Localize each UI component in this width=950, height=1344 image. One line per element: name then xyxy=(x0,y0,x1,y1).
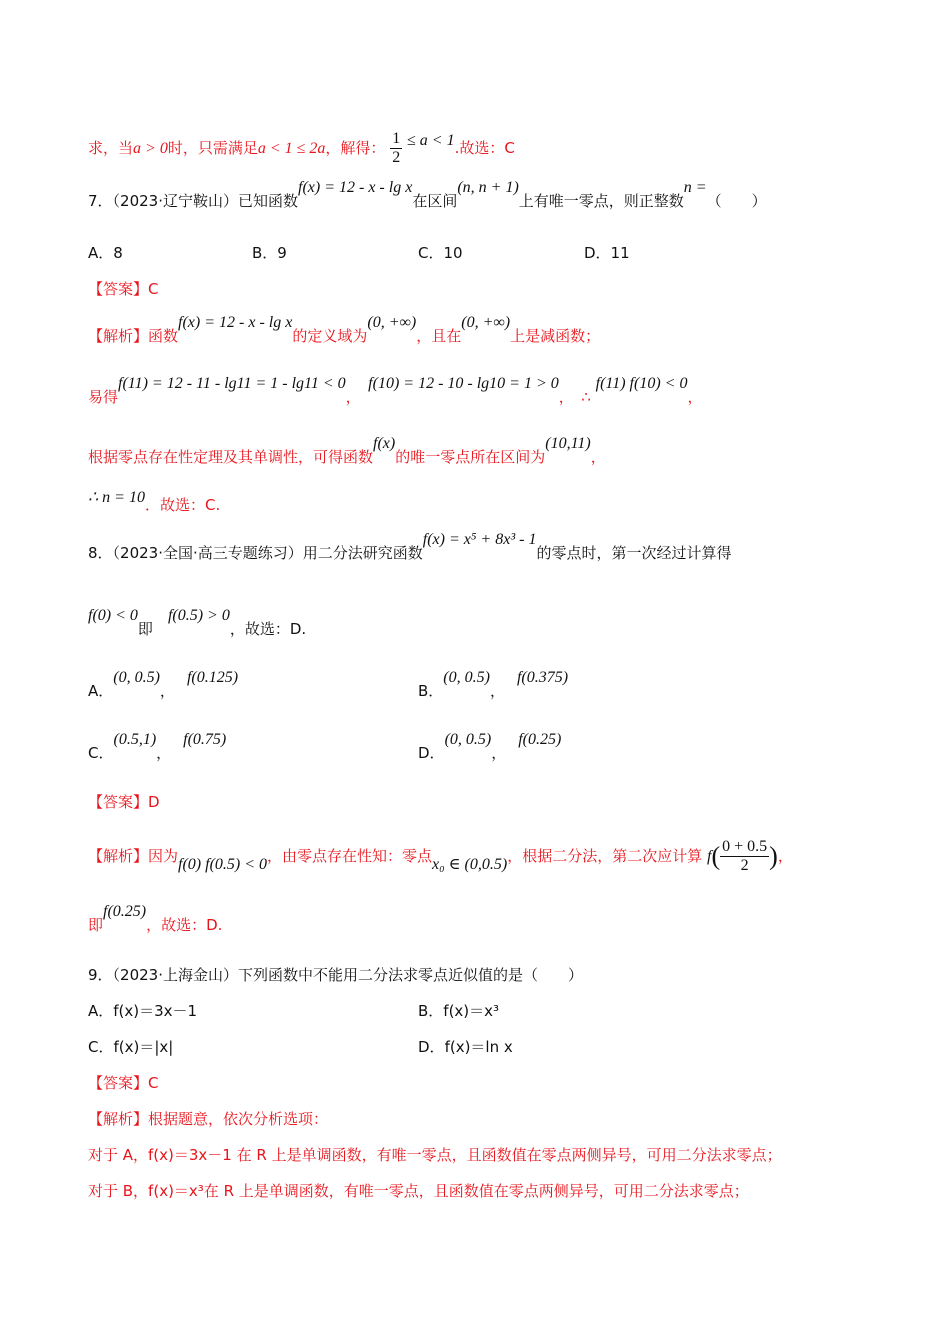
explanation-9-line1: 【解析】根据题意，依次分析选项： xyxy=(88,1110,329,1128)
math: n = xyxy=(683,179,707,196)
math: (n, n + 1) xyxy=(457,179,519,196)
math: a > 0 xyxy=(133,140,168,157)
option-d: D．(0, 0.5)，f(0.25) xyxy=(418,731,562,762)
question-7: 7．（2023·辽宁鞍山）已知函数f(x) = 12 - x - lg x在区间(n, n + 1)上有唯一零点，则正整数n =（ ） xyxy=(88,179,767,210)
fraction: $\frac{1}{2}$ xyxy=(392,130,401,166)
math: f(x) = 12 - x - lg x xyxy=(298,179,413,196)
question-8-line2: f(0) < 0即 f(0.5) > 0，故选：D. xyxy=(88,607,307,638)
option-d: D．11 xyxy=(584,244,630,262)
option-c: C．f(x)＝|x| xyxy=(88,1038,174,1056)
explanation-7-line2: 易得f(11) = 12 - 11 - lg11 = 1 - lg11 < 0， f(10) = 12 - 10 - lg10 = 1 > 0， ∴ f(11) f(10) < 0， xyxy=(88,375,703,406)
option-b: B．9 xyxy=(252,244,287,262)
option-b: B．(0, 0.5)，f(0.375) xyxy=(418,669,569,700)
option-a: A．f(x)＝3x－1 xyxy=(88,1002,198,1020)
text: 求，当 xyxy=(88,139,134,157)
math: f(x) = x⁵ + 8x³ - 1 xyxy=(422,531,537,548)
math: a < 1 ≤ 2a xyxy=(257,140,326,157)
question-9: 9．（2023·上海金山）下列函数中不能用二分法求零点近似值的是（ ） xyxy=(88,966,583,984)
explanation-8-line1: 【解析】因为f(0) f(0.5) < 0，由零点存在性知：零点x₀ ∈ (0,0.5)，根据二分法，第二次应计算 f( $\frac{0 + 0.5}{2}$ )， xyxy=(88,838,793,874)
math: ≤ a < 1 xyxy=(406,132,455,149)
option-a: A．(0, 0.5)，f(0.125) xyxy=(88,669,239,700)
explanation-7-line4: ∴ n = 10．故选：C. xyxy=(88,489,221,514)
fraction-expression: f( $\frac{0 + 0.5}{2}$ ) xyxy=(707,838,778,874)
option-c: C．10 xyxy=(418,244,463,262)
text: .故选：C xyxy=(454,139,515,157)
solution-line-top xyxy=(88,130,515,167)
answer-7: 【答案】C xyxy=(88,280,159,298)
explanation-7-line3: 根据零点存在性定理及其单调性，可得函数f(x)的唯一零点所在区间为(10,11)， xyxy=(88,435,606,466)
question-8: 8．（2023·全国·高三专题练习）用二分法研究函数f(x) = x⁵ + 8x³ - 1的零点时，第一次经过计算得 xyxy=(88,531,732,562)
explanation-8-line2: 即f(0.25)，故选：D. xyxy=(88,903,223,934)
answer-8: 【答案】D xyxy=(88,793,160,811)
explanation-9-line2: 对于 A，f(x)＝3x－1 在 R 上是单调函数，有唯一零点，且函数值在零点两侧异号，可用二分法求零点； xyxy=(88,1146,782,1164)
text: 时，只需满足 xyxy=(167,139,258,157)
answer-9: 【答案】C xyxy=(88,1074,159,1092)
option-b: B．f(x)＝x³ xyxy=(418,1002,500,1020)
explanation-9-line3: 对于 B，f(x)＝x³在 R 上是单调函数，有唯一零点，且函数值在零点两侧异号，可用二分法求零点； xyxy=(88,1182,749,1200)
text: ，解得： xyxy=(325,139,386,157)
explanation-7-line1: 【解析】函数f(x) = 12 - x - lg x的定义域为(0, +∞)，且在(0, +∞)上是减函数； xyxy=(88,314,601,345)
option-a: A．8 xyxy=(88,244,123,262)
option-c: C．(0.5,1)，f(0.75) xyxy=(88,731,227,762)
option-d: D．f(x)＝ln x xyxy=(418,1038,513,1056)
